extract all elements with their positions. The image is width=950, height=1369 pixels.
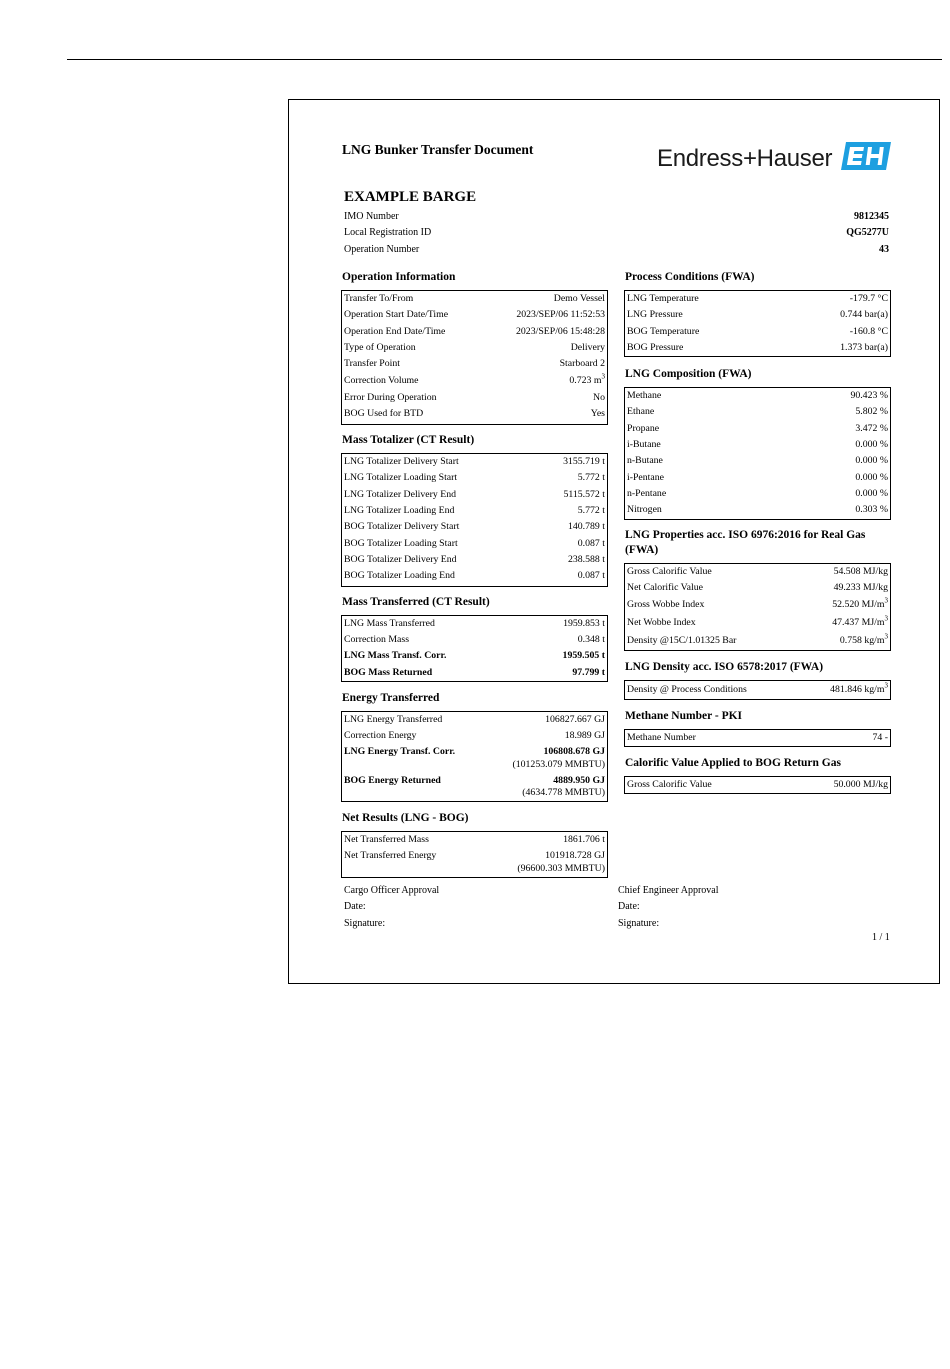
mmbtu-value: (4634.778 MMBTU): [522, 787, 605, 798]
table-row: BOG Energy Returned 4889.950 GJ: [344, 775, 605, 786]
operation-info-table: [341, 290, 608, 425]
eh-logo-icon: [841, 142, 891, 170]
table-row: Transfer To/From Demo Vessel: [344, 293, 605, 304]
chief-engineer-approval: Chief Engineer Approval: [618, 885, 719, 896]
table-row: BOG Totalizer Loading Start 0.087 t: [344, 538, 605, 549]
mass-totalizer-table: [341, 453, 608, 587]
section-title-properties: LNG Properties acc. ISO 6976:2016 for Real Gas (FWA): [625, 529, 866, 556]
table-row: Correction Volume 0.723 $m^3$: [344, 372, 605, 386]
section-title-net-results: Net Results (LNG - BOG): [342, 812, 469, 824]
company-logo: [657, 142, 893, 176]
energy-transferred-table: [341, 711, 608, 802]
table-row: Gross Calorific Value 54.508 MJ/kg: [627, 566, 888, 577]
cargo-officer-approval: Cargo Officer Approval: [344, 885, 440, 896]
table-row: LNG Energy Transferred 106827.667 GJ: [344, 714, 605, 725]
table-row: BOG Temperature -160.8 °C: [627, 326, 888, 337]
table-row: LNG Pressure 0.744 bar(a): [627, 309, 888, 320]
table-row: LNG Mass Transferred 1959.853 t: [344, 618, 605, 629]
table-row: LNG Energy Transf. Corr. 106808.678 GJ: [344, 746, 605, 757]
page-number: 1 / 1: [872, 932, 890, 943]
section-title-methane-number: Methane Number - PKI: [625, 710, 743, 722]
table-row: Transfer Point Starboard 2: [344, 358, 605, 369]
table-row: Error During Operation No: [344, 392, 605, 403]
process-conditions-table: [624, 290, 891, 357]
transfer-document: [288, 99, 940, 984]
table-row: LNG Temperature -179.7 °C: [627, 293, 888, 304]
table-row: LNG Totalizer Delivery End 5115.572 t: [344, 489, 605, 500]
table-row: Methane Number 74 -: [627, 732, 888, 743]
section-title-operation: Operation Information: [342, 271, 456, 283]
methane-number-table: [624, 729, 891, 747]
table-row: BOG Totalizer Loading End 0.087 t: [344, 570, 605, 581]
mass-transferred-table: [341, 615, 608, 682]
bog-calorific-table: [624, 776, 891, 794]
cargo-officer-signature: Signature:: [344, 918, 386, 929]
table-row: LNG Totalizer Loading End 5.772 t: [344, 505, 605, 516]
table-row: Net Wobbe Index 47.437 $MJ/m^3$: [627, 614, 888, 628]
table-row: Correction Mass 0.348 t: [344, 634, 605, 645]
mmbtu-value: (101253.079 MMBTU): [512, 759, 605, 770]
lng-properties-table: [624, 563, 891, 651]
table-row: Type of Operation Delivery: [344, 342, 605, 353]
logo-wordmark: Endress+Hauser: [657, 145, 833, 172]
header-rule: [67, 59, 942, 60]
table-row: Methane 90.423 %: [627, 390, 888, 401]
table-row: Ethane 5.802 %: [627, 406, 888, 417]
chief-engineer-date: Date:: [618, 901, 640, 912]
vessel-name: EXAMPLE BARGE: [344, 189, 477, 205]
section-title-mass-totalizer: Mass Totalizer (CT Result): [342, 434, 475, 446]
table-row: LNG Totalizer Loading Start 5.772 t: [344, 472, 605, 483]
table-row: Gross Wobbe Index 52.520 $MJ/m^3$: [627, 596, 888, 610]
cargo-officer-date: Date:: [344, 901, 366, 912]
net-results-table: [341, 831, 608, 878]
table-row: BOG Totalizer Delivery End 238.588 t: [344, 554, 605, 565]
table-row: Nitrogen 0.303 %: [627, 504, 888, 515]
table-row: Net Transferred Mass 1861.706 t: [344, 834, 605, 845]
id-row-registration: Local Registration ID QG5277U: [344, 227, 889, 238]
table-row: i-Butane 0.000 %: [627, 439, 888, 450]
table-row: Operation Start Date/Time 2023/SEP/06 11:52:53: [344, 309, 605, 320]
section-title-density: LNG Density acc. ISO 6578:2017 (FWA): [625, 661, 824, 673]
lng-composition-table: [624, 387, 891, 520]
table-row: n-Pentane 0.000 %: [627, 488, 888, 499]
table-row: BOG Mass Returned 97.799 t: [344, 667, 605, 678]
table-row: Net Calorific Value 49.233 MJ/kg: [627, 582, 888, 593]
table-row: Propane 3.472 %: [627, 423, 888, 434]
table-row: LNG Totalizer Delivery Start 3155.719 t: [344, 456, 605, 467]
document-title: LNG Bunker Transfer Document: [342, 142, 534, 157]
table-row: i-Pentane 0.000 %: [627, 472, 888, 483]
section-title-mass-transferred: Mass Transferred (CT Result): [342, 596, 490, 608]
table-row: Net Transferred Energy 101918.728 GJ: [344, 850, 605, 861]
id-row-operation-number: Operation Number 43: [344, 244, 889, 255]
table-row: Correction Energy 18.989 GJ: [344, 730, 605, 741]
table-row: Gross Calorific Value 50.000 MJ/kg: [627, 779, 888, 790]
table-row: Operation End Date/Time 2023/SEP/06 15:48:28: [344, 326, 605, 337]
section-title-composition: LNG Composition (FWA): [625, 368, 752, 380]
section-title-energy: Energy Transferred: [342, 692, 440, 704]
lng-density-table: [624, 680, 891, 700]
section-title-bog-calorific: Calorific Value Applied to BOG Return Gas: [625, 757, 841, 769]
table-row: n-Butane 0.000 %: [627, 455, 888, 466]
section-title-process-conditions: Process Conditions (FWA): [625, 271, 755, 283]
table-row: Density @15C/1.01325 Bar 0.758 $kg/m^3$: [627, 632, 888, 646]
chief-engineer-signature: Signature:: [618, 918, 660, 929]
mmbtu-value: (96600.303 MMBTU): [517, 863, 605, 874]
table-row: Density @ Process Conditions 481.846 $kg/m^3$: [627, 681, 888, 695]
table-row: BOG Used for BTD Yes: [344, 408, 605, 419]
id-row-imo: IMO Number 9812345: [344, 211, 889, 222]
table-row: LNG Mass Transf. Corr. 1959.505 t: [344, 650, 605, 661]
table-row: BOG Pressure 1.373 bar(a): [627, 342, 888, 353]
table-row: BOG Totalizer Delivery Start 140.789 t: [344, 521, 605, 532]
